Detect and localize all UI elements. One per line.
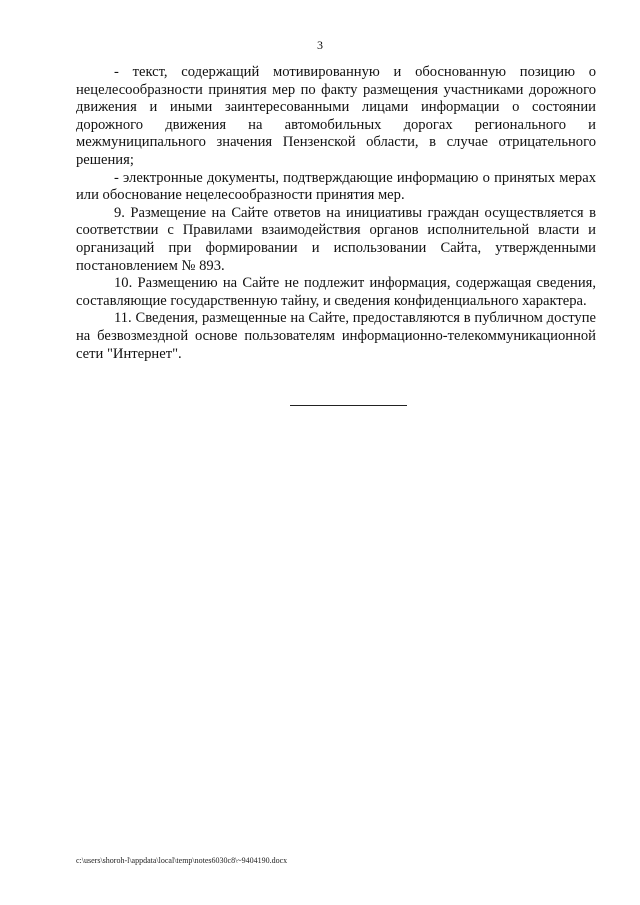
document-body — [76, 64, 596, 363]
paragraph-text-position: - текст, содержащий мотивированную и обоснованную позицию о нецелесообразности принятия мер по факту размещения участниками дорожного движения и иными заинтересованными лицами информации о состоянии дорожного движения на автомобильных дорогах регионального и межмуниципального значения Пензенской области, в случае отрицательного решения; — [76, 64, 596, 168]
paragraph-electronic-documents: - электронные документы, подтверждающие информацию о принятых мерах или обоснование нецелесообразности принятия мер. — [76, 169, 596, 204]
paragraph-item-9: 9. Размещение на Сайте ответов на инициативы граждан осуществляется в соответствии с Правилами взаимодействия органов исполнительной власти и организаций при формировании и использовании Сайта, утвержденными постановлением № 893. — [76, 204, 596, 274]
footer-file-path: c:\users\shoroh-l\appdata\local\temp\notes6030c8\~9404190.docx — [76, 856, 288, 865]
page-number: 3 — [317, 38, 323, 52]
paragraph-item-10: 10. Размещению на Сайте не подлежит информация, содержащая сведения, составляющие государственную тайну, и сведения конфиденциального характера. — [76, 275, 596, 309]
paragraph-item-11: 11. Сведения, размещенные на Сайте, предоставляются в публичном доступе на безвозмездной основе пользователям информационно-телекоммуникационной сети "Интернет". — [76, 310, 596, 362]
end-divider-line — [290, 405, 407, 406]
